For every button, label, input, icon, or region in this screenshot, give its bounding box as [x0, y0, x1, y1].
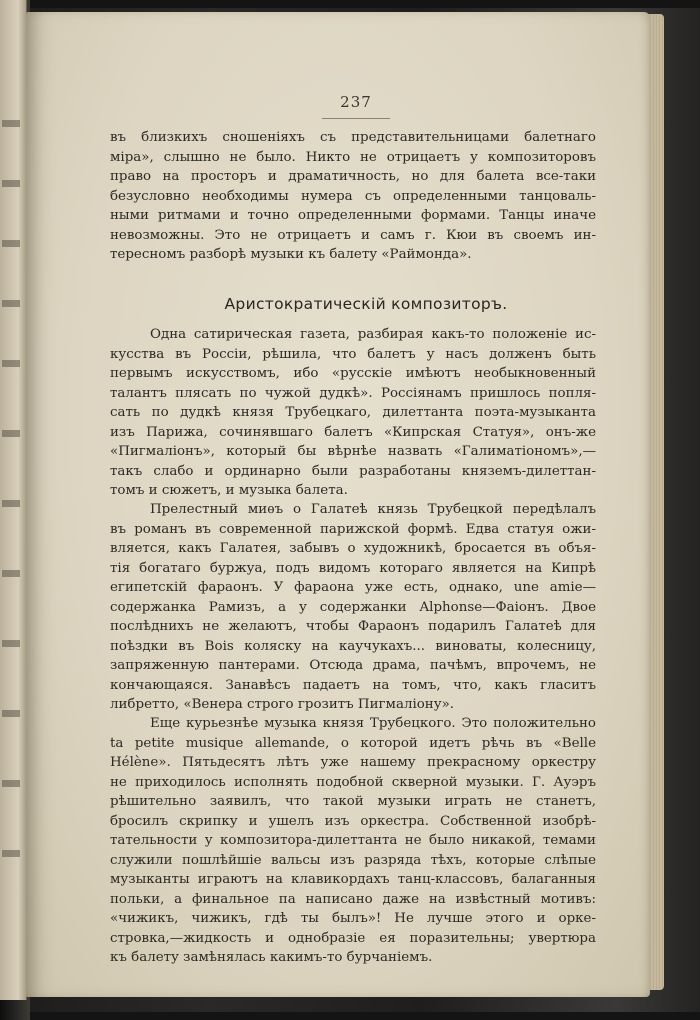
- text-line: музыканты играютъ на клавикордахъ танц-классовъ, балаганныя: [110, 872, 596, 887]
- paragraph-2: [110, 325, 596, 501]
- text-line: Прелестный миѳъ о Галатеѣ князь Трубецкой передѣлалъ: [150, 502, 596, 517]
- text-line: ными ритмами и точно определенными формами. Танцы иначе: [110, 208, 596, 223]
- text-line: рѣшительно заявилъ, что такой музыки играть не станетъ,: [110, 794, 596, 809]
- text-line: вляется, какъ Галатея, забывъ о художникѣ, бросается въ объя-: [110, 541, 596, 556]
- text-line: «Пигмаліонъ», который бы вѣрнѣе назвать «Галиматіономъ»,—: [110, 444, 596, 459]
- text-line: содержанка Рамизъ, а у содержанки Alphonse—Фаіонъ. Двое: [110, 599, 596, 615]
- paragraph-4: [110, 714, 596, 968]
- text-line: томъ и сюжетъ, и музыка балета.: [110, 483, 348, 498]
- previous-page-text-fragment: [2, 430, 20, 437]
- text-line: Одна сатирическая газета, разбирая какъ-то положеніе ис-: [150, 327, 596, 342]
- text-line: кусства въ Россіи, рѣшила, что балетъ у насъ долженъ быть: [110, 346, 596, 362]
- book-page: [26, 12, 650, 997]
- text-line: польки, а финальное па написано даже на извѣстный мотивъ:: [110, 891, 596, 907]
- paragraph-1: [110, 128, 596, 265]
- text-line: тательности у композитора-дилеттанта не было никакой, темами: [110, 833, 596, 848]
- text-line: въ близкихъ сношеніяхъ съ представительницами балетнаго: [110, 130, 596, 145]
- text-line: не приходилось исполнять подобной скверной музыки. Г. Ауэръ: [110, 774, 596, 790]
- text-line: сать по дудкѣ князя Трубецкаго, дилеттанта поэта-музыканта: [110, 405, 596, 420]
- previous-page-text-fragment: [2, 780, 20, 787]
- text-line: такъ слабо и ординарно были разработаны княземъ-дилеттан-: [110, 463, 596, 479]
- previous-page-text-fragment: [2, 300, 20, 307]
- text-line: безусловно необходимы нумера съ определенными танцоваль-: [110, 188, 596, 204]
- previous-page-text-fragment: [2, 500, 20, 507]
- text-line: египетскій фараонъ. У фараона уже есть, однако, une amie—: [110, 580, 596, 595]
- text-line: служили пошлѣйшіе вальсы изъ разряда тѣхъ, которые слѣпые: [110, 852, 596, 868]
- text-line: невозможны. Это не отрицаетъ и самъ г. Кюи въ своемъ ин-: [110, 227, 596, 243]
- text-line: послѣднихъ не желаютъ, чтобы Фараонъ подарилъ Галатеѣ для: [110, 619, 596, 634]
- previous-page-text-fragment: [2, 710, 20, 717]
- text-line: поѣздки въ Bois коляску на каучукахъ... виноваты, колесницу,: [110, 638, 596, 654]
- text-line: къ балету замѣнялась какимъ-то бурчаніемъ.: [110, 950, 433, 965]
- previous-page-text-fragment: [2, 120, 20, 127]
- text-line: ta petite musique allemande, о которой идетъ рѣчь въ «Belle: [110, 735, 596, 751]
- text-line: тересномъ разборѣ музыки къ балету «Раймонда».: [110, 247, 472, 262]
- text-line: талантъ плясать по чужой дудкѣ». Россіянамъ пришлось попля-: [110, 385, 596, 401]
- text-line: изъ Парижа, сочинявшаго балетъ «Кипрская Статуя», онъ-же: [110, 424, 596, 440]
- text-line: Еще курьезнѣе музыка князя Трубецкого. Это положительно: [150, 716, 596, 731]
- previous-page-text-fragment: [2, 360, 20, 367]
- text-line: первымъ искусствомъ, ибо «русскіе имѣютъ необыкновенный: [110, 366, 596, 381]
- text-line: кончающаяся. Занавѣсъ падаетъ на томъ, что, какъ гласитъ: [110, 677, 596, 693]
- text-line: бросилъ скрипку и ушелъ изъ оркестра. Собственной изобрѣ-: [110, 813, 596, 829]
- previous-page-text-fragment: [2, 850, 20, 857]
- previous-page-text-fragment: [2, 570, 20, 577]
- page-number: 237: [340, 93, 372, 111]
- text-line: либретто, «Венера строго грозитъ Пигмаліону».: [110, 697, 455, 712]
- previous-page-text-fragment: [2, 640, 20, 647]
- text-line: стровка,—жидкость и однобразіе ея поразительны; увертюра: [110, 930, 596, 946]
- paragraph-3: [110, 500, 596, 715]
- text-line: «чижикъ, чижикъ, гдѣ ты былъ»! Не лучше этого и орке-: [110, 911, 596, 926]
- text-line: право на просторъ и драматичность, но для балета все-таки: [110, 169, 596, 184]
- previous-page-text-fragment: [2, 240, 20, 247]
- text-line: тія богатаго буржуа, подъ видомъ котораго является на Кипрѣ: [110, 560, 596, 576]
- section-heading: Аристократическій композиторъ.: [224, 295, 508, 313]
- text-line: Hélène». Пятьдесятъ лѣтъ уже нашему прекрасному оркестру: [110, 755, 596, 770]
- previous-page-text-fragment: [2, 180, 20, 187]
- text-line: запряженную пантерами. Отсюда драма, пачѣмъ, впрочемъ, не: [110, 658, 596, 673]
- text-line: въ романъ въ современной парижской формѣ. Едва статуя ожи-: [110, 521, 596, 537]
- previous-page-edge: [0, 0, 27, 1000]
- text-line: міра», слышно не было. Никто не отрицаетъ у композиторовъ: [110, 149, 596, 165]
- page-number-rule: [322, 118, 390, 119]
